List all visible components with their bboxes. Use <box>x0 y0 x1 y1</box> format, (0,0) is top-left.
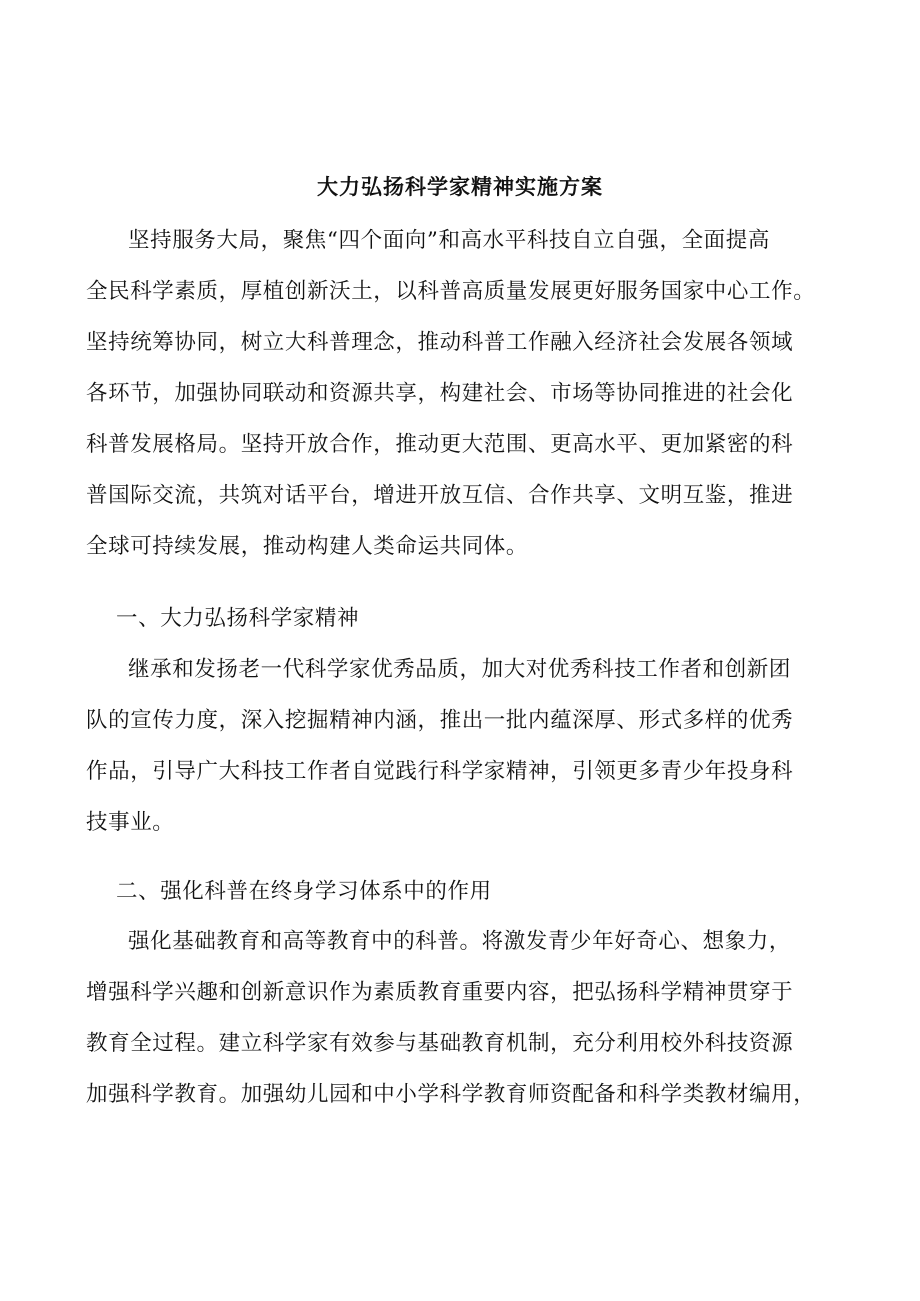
intro-line: 普国际交流，共筑对话平台，增进开放互信、合作共享、文明互鉴，推进 <box>86 483 794 508</box>
document-title: 大力弘扬科学家精神实施方案 <box>317 174 603 199</box>
section2-line: 加强科学教育。加强幼儿园和中小学科学教育师资配备和科学类教材编用， <box>86 1082 816 1107</box>
intro-line: 全民科学素质，厚植创新沃土，以科普高质量发展更好服务国家中心工作。 <box>86 279 816 304</box>
intro-line: 坚持统筹协同，树立大科普理念，推动科普工作融入经济社会发展各领域 <box>86 330 794 355</box>
section-heading-1: 一、大力弘扬科学家精神 <box>116 606 360 631</box>
section2-line: 增强科学兴趣和创新意识作为素质教育重要内容，把弘扬科学精神贯穿于 <box>86 980 794 1005</box>
section1-line: 技事业。 <box>86 810 175 835</box>
section1-line: 继承和发扬老一代科学家优秀品质，加大对优秀科技工作者和创新团 <box>128 657 792 682</box>
intro-line: 科普发展格局。坚持开放合作，推动更大范围、更高水平、更加紧密的科 <box>86 432 794 457</box>
intro-line: 各环节，加强协同联动和资源共享，构建社会、市场等协同推进的社会化 <box>86 381 794 406</box>
section2-line: 教育全过程。建立科学家有效参与基础教育机制，充分利用校外科技资源 <box>86 1031 794 1056</box>
intro-line: 坚持服务大局，聚焦“四个面向”和高水平科技自立自强，全面提高 <box>128 228 770 253</box>
section1-line: 作品，引导广大科技工作者自觉践行科学家精神，引领更多青少年投身科 <box>86 759 794 784</box>
section2-line: 强化基础教育和高等教育中的科普。将激发青少年好奇心、想象力， <box>128 929 792 954</box>
section1-line: 队的宣传力度，深入挖掘精神内涵，推出一批内蕴深厚、形式多样的优秀 <box>86 708 794 733</box>
intro-line: 全球可持续发展，推动构建人类命运共同体。 <box>86 534 529 559</box>
section-heading-2: 二、强化科普在终身学习体系中的作用 <box>116 879 492 904</box>
